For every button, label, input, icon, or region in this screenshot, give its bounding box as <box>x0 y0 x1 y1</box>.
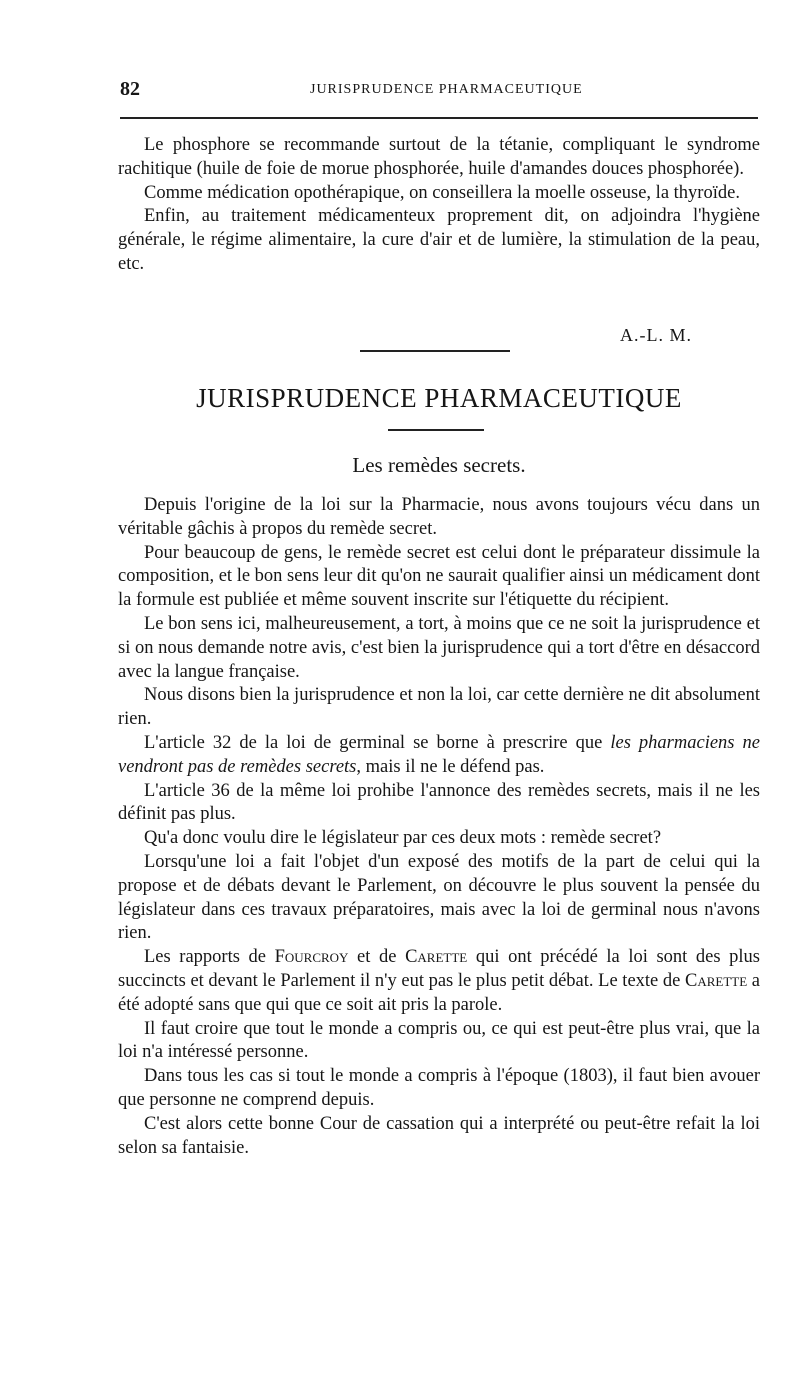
paragraph: Depuis l'origine de la loi sur la Pharmacie, nous avons toujours vécu dans un véritable gâchis à propos du remède secret. <box>118 495 760 539</box>
paragraph: Comme médication opothérapique, on conseillera la moelle osseuse, la thyroïde. <box>144 182 740 203</box>
paragraph <box>118 732 760 780</box>
running-header <box>120 78 758 104</box>
text-run: et de <box>348 947 406 968</box>
section-title: JURISPRUDENCE PHARMACEUTIQUE <box>196 383 682 413</box>
text-run: , mais il ne le défend pas. <box>356 756 545 777</box>
article-text-block <box>118 494 760 1160</box>
text-run: Les rapports de <box>144 947 275 968</box>
author-signature: A.-L. M. <box>620 325 692 345</box>
intro-text-block <box>118 134 760 277</box>
paragraph <box>118 946 760 1017</box>
separator-rule <box>360 350 510 352</box>
page-number: 82 <box>120 78 140 100</box>
paragraph: Nous disons bien la jurisprudence et non la loi, car cette dernière ne dit absolument rien. <box>118 685 760 730</box>
paragraph: Qu'a donc voulu dire le législateur par ces deux mots : remède secret? <box>144 828 662 849</box>
running-title: JURISPRUDENCE PHARMACEUTIQUE <box>310 82 583 97</box>
paragraph: Pour beaucoup de gens, le remède secret est celui dont le préparateur dissimule la composition, et le bon sens leur dit qu'on ne saurait qualifier ainsi un médicament dont la formule est publiée et même souvent inscrite sur l'étiquette du récipient. <box>118 542 760 611</box>
paragraph: C'est alors cette bonne Cour de cassation qui a interprété ou peut-être refait la loi selon sa fantaisie. <box>118 1113 760 1158</box>
paragraph: Le bon sens ici, malheureusement, a tort, à moins que ce ne soit la jurisprudence et si on nous demande notre avis, c'est bien la jurisprudence qui a tort d'être en désaccord avec la langue française. <box>118 613 760 682</box>
italic-quote: les pharmaciens ne vendront pas de remèdes secrets <box>118 732 760 777</box>
header-rule <box>120 117 758 119</box>
paragraph: Dans tous les cas si tout le monde a compris à l'époque (1803), il faut bien avouer que personne ne comprend depuis. <box>118 1066 760 1110</box>
paragraph: L'article 36 de la même loi prohibe l'annonce des remèdes secrets, mais il ne les définit pas plus. <box>118 780 760 825</box>
paragraph: Le phosphore se recommande surtout de la tétanie, compliquant le syndrome rachitique (huile de foie de morue phosphorée, huile d'amandes douces phosphorée). <box>118 135 760 179</box>
paragraph: Il faut croire que tout le monde a compris ou, ce qui est peut-être plus vrai, que la loi n'a intéressé personne. <box>118 1018 760 1063</box>
person-name: Carette <box>684 970 748 991</box>
text-run: L'article 32 de la loi de germinal se borne à prescrire que <box>144 732 611 753</box>
text-run: qui ont précédé la loi sont des plus succincts et devant le Parlement il n'y eut pas le plus petit débat. Le texte de <box>118 947 761 991</box>
paragraph: Enfin, au traitement médicamenteux proprement dit, on adjoindra l'hygiène générale, le régime alimentaire, la cure d'air et de lumière, la stimulation de la peau, etc. <box>118 206 760 274</box>
title-rule <box>388 429 484 431</box>
person-name: Fourcroy <box>274 947 349 968</box>
section-subtitle: Les remèdes secrets. <box>352 453 526 477</box>
person-name: Carette <box>405 947 468 968</box>
paragraph: Lorsqu'une loi a fait l'objet d'un exposé des motifs de la part de celui qui la propose et de débats devant le Parlement, on découvre le plus souvent la pensée du législateur dans ces travaux préparatoires, mais avec la loi de germinal nous n'avons rien. <box>118 851 760 944</box>
text-run: a été adopté sans que qui que ce soit ait pris la parole. <box>118 970 760 1015</box>
